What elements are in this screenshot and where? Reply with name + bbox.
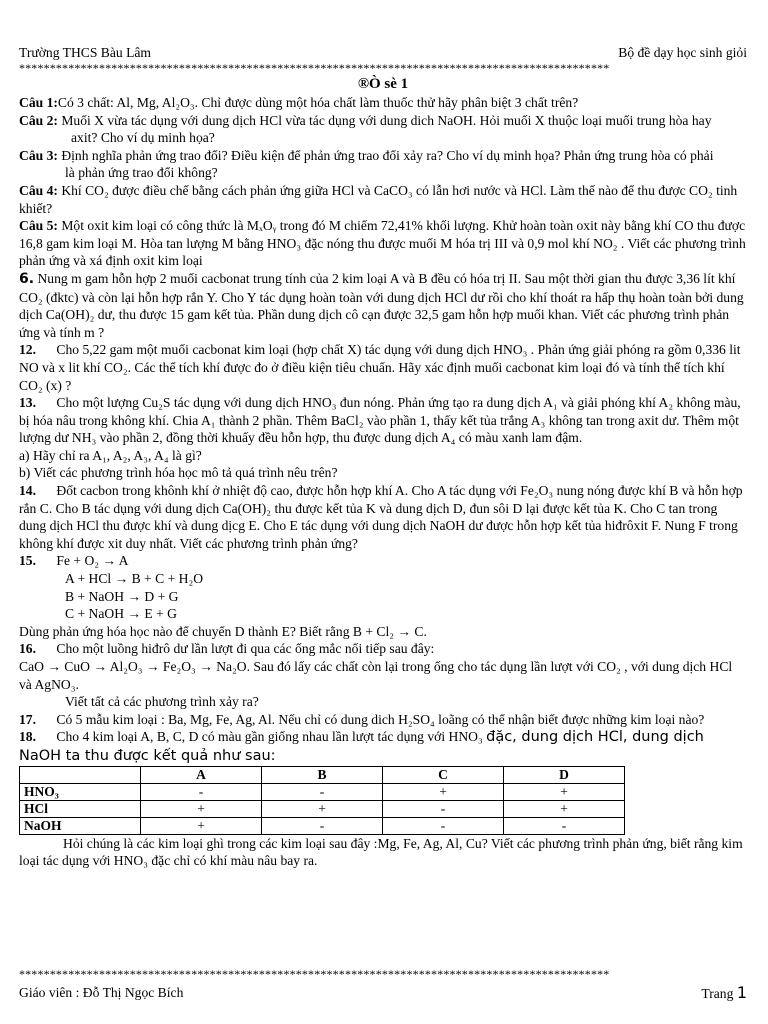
table-cell: +: [262, 800, 383, 817]
question-1: Câu 1:Có 3 chất: Al, Mg, Al₂O₃. Chỉ được dùng một hóa chất làm thuốc thử hãy phân biệt 3 chất trên?: [19, 95, 579, 110]
table-header-cell: A: [141, 766, 262, 783]
table-cell: -: [383, 817, 504, 834]
divider: ************************************************************************************************: [19, 968, 610, 980]
table-cell: HNO₃: [20, 783, 141, 800]
teacher-name: Giáo viên : Đỗ Thị Ngọc Bích: [19, 985, 184, 1000]
table-cell: -: [504, 817, 625, 834]
doc-title: ®Ò sè 1: [357, 76, 409, 92]
question-13-a: a) Hãy chỉ ra A₁, A₂, A₃, A₄ là gì?: [19, 447, 202, 463]
question-13-b: b) Viết các phương trình hóa học mô tả quá trình nêu trên?: [19, 465, 338, 481]
table-header-cell: D: [504, 766, 625, 783]
table-cell: +: [141, 800, 262, 817]
header: [19, 44, 747, 62]
table-header-row: [20, 766, 625, 783]
footer: [19, 968, 747, 1005]
document-page: [19, 44, 747, 870]
table-cell: -: [262, 817, 383, 834]
question-16: 16. Cho một luồng hiđrô dư lần lượt đi qua các ống mắc nối tiếp sau đây:: [19, 641, 435, 657]
question-18: 18. Cho 4 kim loại A, B, C, D có màu gần giống nhau lần lượt tác dụng với HNO₃ đặc, dung dịch HCl, dung dịch NaOH ta thu được kết quả như sau:: [19, 729, 704, 764]
question-3: Câu 3: Định nghĩa phản ứng trao đổi? Điều kiện để phản ứng trao đổi xảy ra? Cho ví dụ minh họa? Phản ứng trung hòa có phải: [19, 147, 714, 163]
table-cell: -: [262, 783, 383, 800]
question-15: 15. Fe + O₂ → A: [19, 553, 129, 569]
table-header-cell: B: [262, 766, 383, 783]
question-6: 6. Nung m gam hỗn hợp 2 muối cacbonat trung tính của 2 kim loại A và B đều có hóa trị II. Sau một thời gian thu được 3,36 lít khí CO₂ (đktc) và còn lại hỗn hợp rắn Y. Cho Y tác dụng hoàn toàn với dung dịch HCl dư rồi cho khí thoát ra hấp thụ hoàn toàn bởi dung dịch Ca(OH)₂ dư, thu được 15 gam kết tủa. Phần dung dịch cô cạn được 32,5 gam hỗn hợp muối khan. Viết các phương trình phản ứng và tính m ?: [19, 270, 744, 340]
table-cell: +: [383, 783, 504, 800]
school-name: Trường THCS Bàu Lâm: [19, 45, 152, 60]
page-number: Trang 1: [701, 983, 747, 1002]
table-cell: HCl: [20, 800, 141, 817]
question-17: 17. Có 5 mẫu kim loại : Ba, Mg, Fe, Ag, Al. Nếu chỉ có dung dich H₂SO₄ loãng có thể nhận biết được những kim loại nào?: [19, 711, 705, 727]
equation: C + NaOH → E + G: [65, 606, 177, 622]
table-cell: NaOH: [20, 817, 141, 834]
results-table: [19, 766, 625, 835]
question-2-cont: axit? Cho ví dụ minh họa?: [71, 130, 215, 146]
equation: A + HCl → B + C + H₂O: [65, 571, 204, 587]
series-title: Bộ đề dạy học sinh giỏi: [618, 45, 747, 60]
table-cell: +: [504, 800, 625, 817]
divider: ************************************************************************************************: [19, 62, 610, 74]
question-14: 14. Đốt cacbon trong khônh khí ở nhiệt độ cao, được hỗn hợp khí A. Cho A tác dụng với Fe₂O₃ nung nóng được khí B và hỗn hợp rắn C. Cho B tác dụng với dung dịch Ca(OH)₂ thu được kết tủa K và dung dịch D, đun sôi D lại được kết tủa K. Cho C tan trong dung dịch HCl thu được khí và dung dịcg E. Cho E tác dụng với dung dịch NaOH dư được hỗn hợp kết tủa hiđrôxit F. Nung F trong không khí được xit duy nhất. Viết các phương trình phản ứng?: [19, 483, 743, 551]
question-12: 12. Cho 5,22 gam một muối cacbonat kim loại (hợp chất X) tác dụng với dung dịch HNO₃ . Phản ứng giải phóng ra gồm 0,336 lit NO và x lit khí CO₂. Các thể tích khí được đo ở điều kiện tiêu chuẩn. Hãy xác định muối cacbonat kim loại đó và tính thể tích khí CO₂ (x) ?: [19, 342, 741, 393]
question-16-text2: CaO → CuO → Al₂O₃ → Fe₂O₃ → Na₂O. Sau đó lấy các chất còn lại trong ống cho tác dụng lần lượt với CO₂ , với dung dịch HCl và AgNO₃.: [19, 659, 733, 692]
question-13: 13. Cho một lượng Cu₂S tác dụng với dung dịch HNO₃ đun nóng. Phản ứng tạo ra dung dịch A₁ và giải phóng khí A₂ không màu, bị hóa nâu trong không khí. Chia A₁ thành 2 phần. Thêm BaCl₂ vào phần 1, thấy kết tủa trắng A₃ không tan trong axit dư. Thêm một lượng dư NH₃ vào phần 2, đồng thời khuấy đều hỗn hợp, thu được dung dịch A₄ có màu xanh lam đậm.: [19, 395, 741, 446]
table-cell: -: [141, 783, 262, 800]
table-cell: +: [504, 783, 625, 800]
table-header-cell: C: [383, 766, 504, 783]
question-15-text: Dùng phản ứng hóa học nào để chuyển D thành E? Biết rằng B + Cl₂ → C.: [19, 623, 427, 639]
table-row: [20, 800, 625, 817]
table-cell: -: [383, 800, 504, 817]
question-16-cont: Viết tất cả các phương trình xảy ra?: [65, 694, 259, 710]
question-18-after: Hỏi chúng là các kim loại ghì trong các kim loại sau đây :Mg, Fe, Ag, Al, Cu? Viết các phương trình phản ứng, biết rằng kim loại tác dụng với HNO₃ đặc chỉ có khí màu nâu bay ra.: [19, 835, 743, 869]
question-3-cont: là phản ứng trao đổi không?: [65, 165, 218, 181]
table-row: [20, 817, 625, 834]
table-row: [20, 783, 625, 800]
question-4: Câu 4: Khí CO₂ được điều chế bằng cách phản ứng giữa HCl và CaCO₃ có lẫn hơi nước và HCl. Làm thế nào để thu được CO₂ tinh khiết?: [19, 182, 738, 216]
question-5: Câu 5: Một oxit kim loại có công thức là MₓOᵧ trong đó M chiếm 72,41% khối lượng. Khử hoàn toàn oxit này bằng khí CO thu được 16,8 gam kim loại M. Hòa tan lượng M bằng HNO₃ đặc nóng thu được muối M hóa trị III và 0,9 mol khí NO₂ . Viết các phương trình phản ứng và xá định oxit kim loại: [19, 218, 746, 269]
table-header-cell: [20, 766, 141, 783]
table-cell: +: [141, 817, 262, 834]
question-2: Câu 2: Muối X vừa tác dụng với dung dịch HCl vừa tác dụng với dung dich NaOH. Hỏi muối X thuộc loại muối trung hòa hay: [19, 112, 712, 128]
equation: B + NaOH → D + G: [65, 588, 179, 604]
